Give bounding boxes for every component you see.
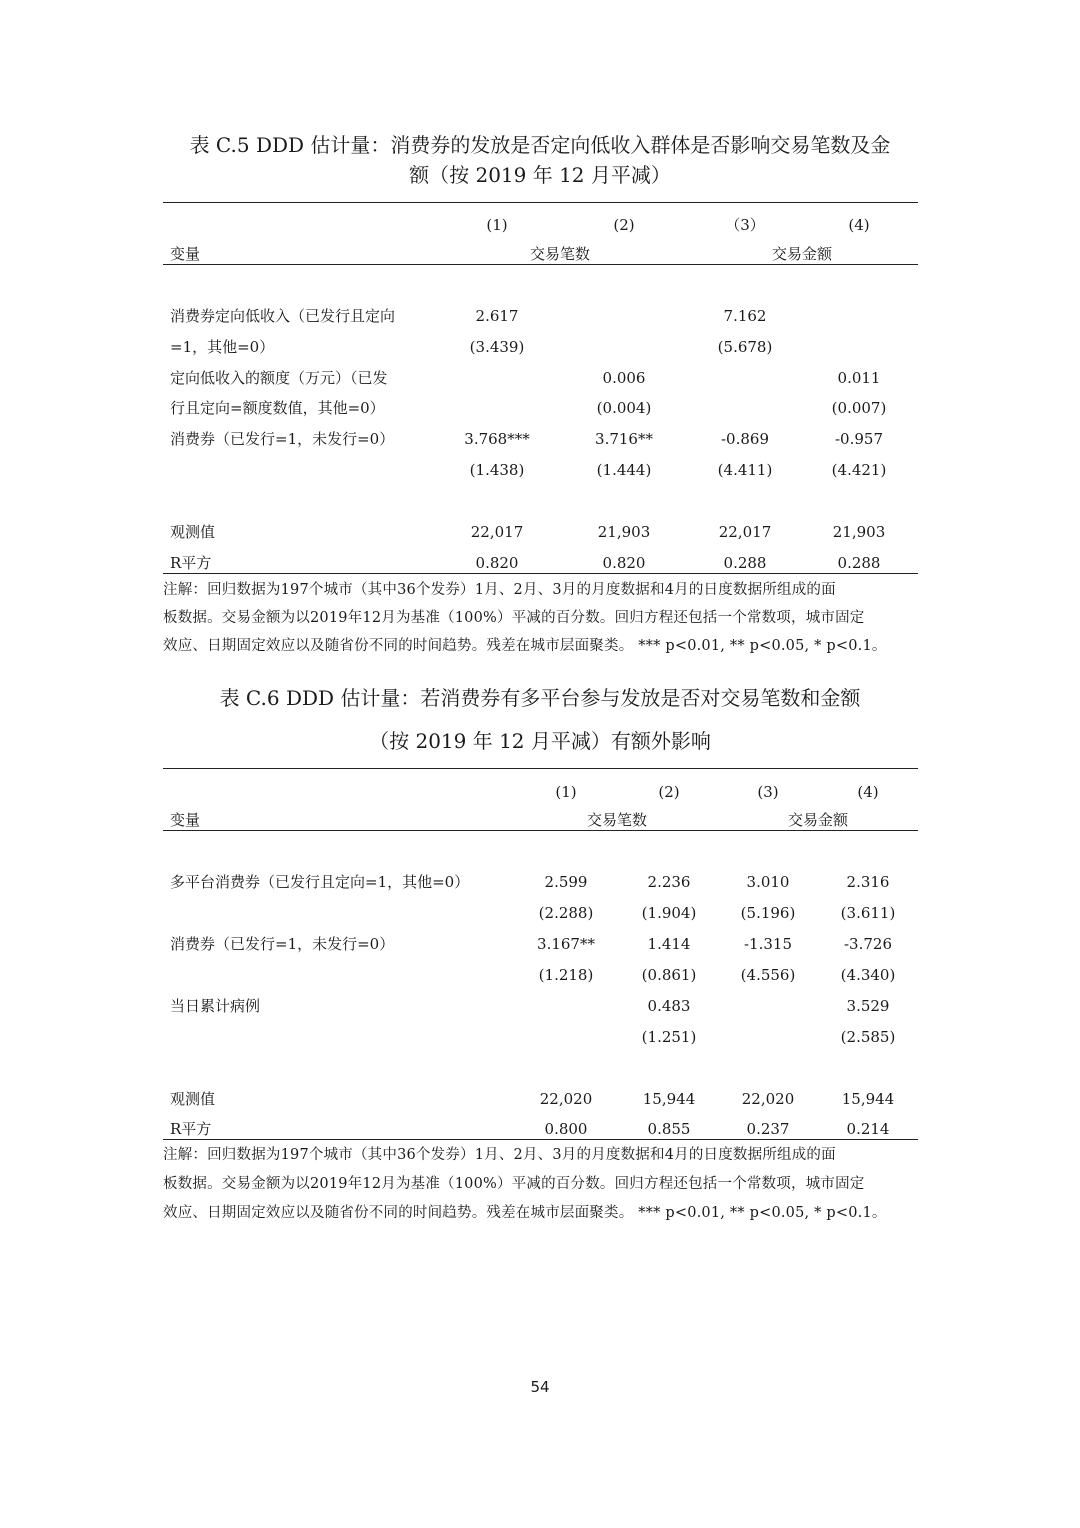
table-c5-cell: 2.617 [475,307,519,325]
table-c5-title-line2: 额（按 2019 年 12 月平减） [409,163,671,187]
table-c6-row-label: 观测值 [170,1090,216,1108]
table-c6-cell: 1.414 [647,935,691,953]
table-c5-row-label: 观测值 [170,523,216,541]
table-c6-note-line1: 注解：回归数据为197个城市（其中36个发券）1月、2月、3月的月度数据和4月的日度数据所组成的面 [163,1147,836,1163]
table-c6-cell: (1.251) [641,1028,697,1046]
page-number: 54 [530,1378,550,1396]
table-c5-cell: 0.288 [837,554,881,572]
table-c5-group-amount: 交易金额 [771,245,833,263]
table-c5-col2-num: (2) [613,216,635,234]
table-c6-row-label: R平方 [170,1120,212,1138]
table-c5-col3-num: （3） [725,216,765,234]
table-c6-cell: 0.855 [647,1120,691,1138]
table-c6-cell: (4.556) [740,966,796,984]
table-c6-cell: 3.529 [846,997,890,1015]
table-c6-title-line2: （按 2019 年 12 月平减）有额外影响 [369,729,711,753]
table-c5-row-label: 定向低收入的额度（万元）（已发 [170,369,388,387]
table-c5-cell: (0.007) [831,399,887,417]
table-c5-header-rule [163,264,918,265]
table-c6-cell: -1.315 [743,935,793,953]
table-c5-row-label: 消费券定向低收入（已发行且定向 [170,307,396,325]
table-c6-row-label: 消费券（已发行=1，未发行=0） [170,935,395,953]
table-c5-cell: 3.768*** [464,430,530,448]
table-c5-top-rule [163,202,918,203]
table-c6-row-label: 多平台消费券（已发行且定向=1，其他=0） [170,873,470,891]
table-c5-row-label: 行且定向=额度数值，其他=0） [170,399,385,417]
table-c6-cell: (5.196) [740,904,796,922]
table-c6-var-header: 变量 [170,811,201,829]
table-c5-cell: -0.957 [834,430,884,448]
table-c6-cell: 0.214 [846,1120,890,1138]
table-c5-cell: 21,903 [597,523,651,541]
table-c5-cell: 0.011 [837,369,881,387]
table-c5-cell: (5.678) [717,338,773,356]
table-c5-col4-num: (4) [848,216,870,234]
table-c6-cell: 2.236 [647,873,691,891]
table-c6-cell: 0.237 [746,1120,790,1138]
table-c5-cell: -0.869 [720,430,770,448]
table-c6-header-rule [163,830,918,831]
table-c6-group-amount: 交易金额 [787,811,849,829]
table-c6-cell: (1.904) [641,904,697,922]
table-c6-title-line1: 表 C.6 DDD 估计量：若消费券有多平台参与发放是否对交易笔数和金额 [219,686,861,710]
table-c5-row-label: R平方 [170,554,212,572]
table-c6-col2-num: (2) [658,783,680,801]
table-c6-top-rule [163,768,918,769]
table-c5-cell: 22,017 [470,523,524,541]
table-c6-cell: (1.218) [538,966,594,984]
table-c6-cell: (4.340) [840,966,896,984]
table-c5-var-header: 变量 [170,245,201,263]
table-c6-cell: (2.288) [538,904,594,922]
table-c5-note-line1: 注解：回归数据为197个城市（其中36个发券）1月、2月、3月的月度数据和4月的日度数据所组成的面 [163,582,836,598]
table-c6-cell: (2.585) [840,1028,896,1046]
table-c6-cell: 15,944 [642,1090,696,1108]
table-c5-group-count: 交易笔数 [529,245,591,263]
table-c5-cell: (4.411) [717,461,773,479]
table-c6-col1-num: (1) [555,783,577,801]
table-c6-cell: 2.599 [544,873,588,891]
table-c5-title-line1: 表 C.5 DDD 估计量：消费券的发放是否定向低收入群体是否影响交易笔数及金 [189,133,891,157]
table-c5-note-line2: 板数据。交易金额为以2019年12月为基准（100%）平减的百分数。回归方程还包括一个常数项，城市固定 [163,610,865,626]
table-c5-note-line3: 效应、日期固定效应以及随省份不同的时间趋势。残差在城市层面聚类。 *** p<0.01, ** p<0.05, * p<0.1。 [163,638,887,654]
table-c6-note-line2: 板数据。交易金额为以2019年12月为基准（100%）平减的百分数。回归方程还包括一个常数项，城市固定 [163,1176,865,1192]
table-c6-group-count: 交易笔数 [586,811,648,829]
table-c6-cell: 2.316 [846,873,890,891]
table-c5-cell: 3.716** [595,430,653,448]
table-c5-col1-num: (1) [486,216,508,234]
table-c6-col3-num: (3) [757,783,779,801]
table-c6-cell: (3.611) [840,904,896,922]
table-c5-cell: (3.439) [469,338,525,356]
table-c6-cell: -3.726 [843,935,893,953]
table-c6-cell: 22,020 [741,1090,795,1108]
table-c5-cell: (4.421) [831,461,887,479]
table-c5-row-label: 消费券（已发行=1，未发行=0） [170,430,395,448]
table-c5-cell: (1.444) [596,461,652,479]
table-c5-cell: (0.004) [596,399,652,417]
table-c6-col4-num: (4) [857,783,879,801]
table-c5-cell: 0.820 [602,554,646,572]
table-c5-cell: 0.820 [475,554,519,572]
table-c6-cell: (0.861) [641,966,697,984]
table-c5-row-label: =1，其他=0） [170,338,275,356]
table-c6-note-line3: 效应、日期固定效应以及随省份不同的时间趋势。残差在城市层面聚类。 *** p<0.01, ** p<0.05, * p<0.1。 [163,1205,887,1221]
table-c6-cell: 3.010 [746,873,790,891]
table-c5-cell: 7.162 [723,307,767,325]
table-c5-cell: 21,903 [832,523,886,541]
table-c6-bottom-rule [163,1139,918,1140]
table-c6-row-label: 当日累计病例 [170,997,261,1015]
table-c5-cell: 22,017 [718,523,772,541]
table-c5-bottom-rule [163,573,918,574]
table-c5-cell: (1.438) [469,461,525,479]
table-c5-cell: 0.006 [602,369,646,387]
table-c6-cell: 15,944 [841,1090,895,1108]
table-c5-cell: 0.288 [723,554,767,572]
table-c6-cell: 0.800 [544,1120,588,1138]
table-c6-cell: 22,020 [539,1090,593,1108]
table-c6-cell: 0.483 [647,997,691,1015]
table-c6-cell: 3.167** [537,935,595,953]
